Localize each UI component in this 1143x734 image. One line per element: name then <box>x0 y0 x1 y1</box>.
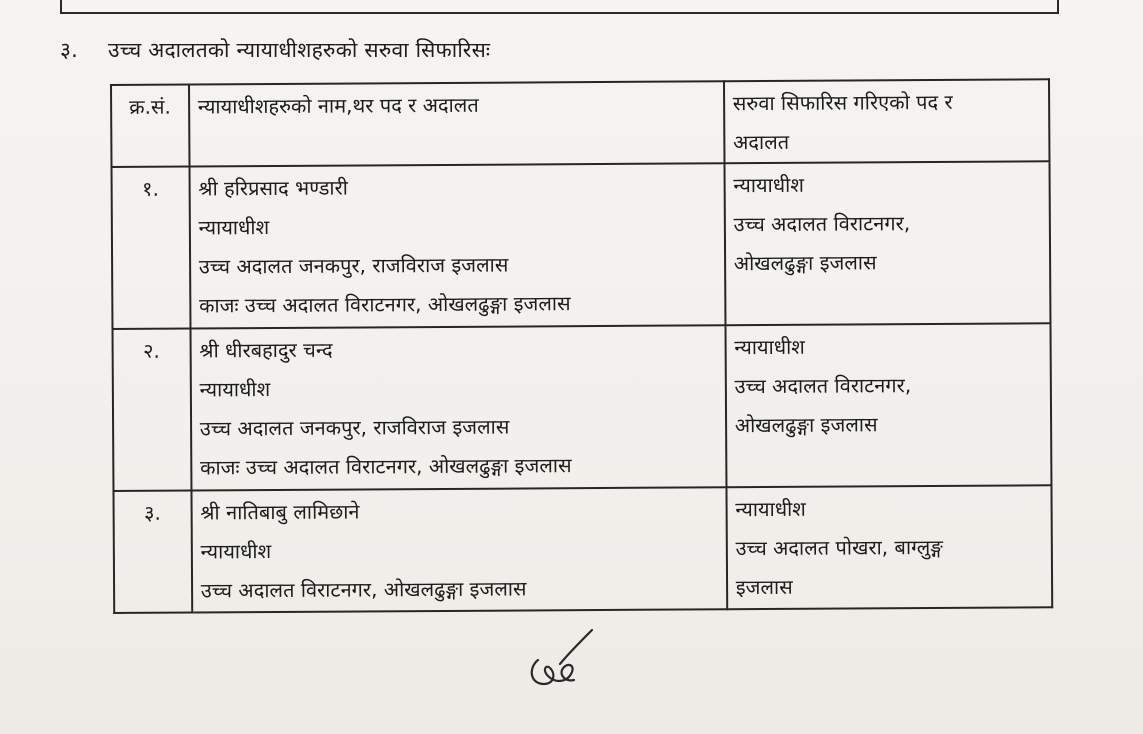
judge-name: श्री धीरबहादुर चन्द <box>199 337 333 363</box>
judge-deputation: काजः उच्च अदालत विराटनगर, ओखलढुङ्गा इजलास <box>200 453 572 480</box>
recommended-post-cell <box>725 323 1051 487</box>
header-recommended-line-2: अदालत <box>732 129 790 155</box>
judge-details-cell <box>189 163 725 328</box>
recommended-post: न्यायाधीश <box>734 334 805 360</box>
recommended-bench: ओखलढुङ्गा इजलास <box>734 412 878 438</box>
judge-post: न्यायाधीश <box>198 215 270 240</box>
recommended-court: उच्च अदालत पोखरा, बाग्लुङ्ग <box>735 534 943 561</box>
recommended-post-cell <box>726 485 1052 609</box>
table-row <box>113 485 1052 613</box>
table-row <box>112 323 1051 491</box>
recommended-bench: इजलास <box>735 574 793 600</box>
judge-deputation: काजः उच्च अदालत विराटनगर, ओखलढुङ्गा इजलास <box>199 291 571 318</box>
section-number: ३. <box>60 38 78 62</box>
row-serial-number: २. <box>112 329 191 491</box>
judge-post: न्यायाधीश <box>199 377 271 402</box>
header-recommended-post-court <box>724 79 1050 163</box>
recommended-post: न्यायाधीश <box>733 172 804 198</box>
table-row <box>112 161 1051 329</box>
header-judge-name-post-court: न्यायाधीशहरुको नाम,थर पद र अदालत <box>189 81 724 166</box>
section-heading <box>60 36 490 64</box>
row-serial-number: ३. <box>113 491 191 613</box>
recommended-court: उच्च अदालत विराटनगर, <box>734 373 912 399</box>
judge-details-cell <box>191 487 727 612</box>
judge-current-court: उच्च अदालत जनकपुर, राजविराज इजलास <box>198 252 509 279</box>
previous-table-edge <box>60 0 1059 14</box>
recommended-post-cell <box>724 161 1050 325</box>
recommended-bench: ओखलढुङ्गा इजलास <box>733 250 877 276</box>
handwritten-signature <box>520 624 610 694</box>
judge-details-cell <box>190 325 726 490</box>
judge-name: श्री हरिप्रसाद भण्डारी <box>198 175 348 201</box>
judge-current-court: उच्च अदालत जनकपुर, राजविराज इजलास <box>199 414 510 441</box>
judge-post: न्यायाधीश <box>200 539 272 564</box>
header-recommended-line-1: सरुवा सिफारिस गरिएको पद र <box>732 89 953 116</box>
judge-current-court: उच्च अदालत विराटनगर, ओखलढुङ्गा इजलास <box>200 576 527 603</box>
header-serial-number: क्र.सं. <box>111 85 189 167</box>
section-title: उच्च अदालतको न्यायाधीशहरुको सरुवा सिफारिसः <box>108 38 491 62</box>
row-serial-number: १. <box>112 167 191 329</box>
judge-name: श्री नातिबाबु लामिछाने <box>200 499 360 525</box>
recommended-court: उच्च अदालत विराटनगर, <box>733 211 911 237</box>
recommended-post: न्यायाधीश <box>735 496 806 522</box>
transfer-recommendation-table <box>110 78 1053 614</box>
signature-stroke <box>532 630 592 684</box>
table-header-row <box>111 79 1049 167</box>
